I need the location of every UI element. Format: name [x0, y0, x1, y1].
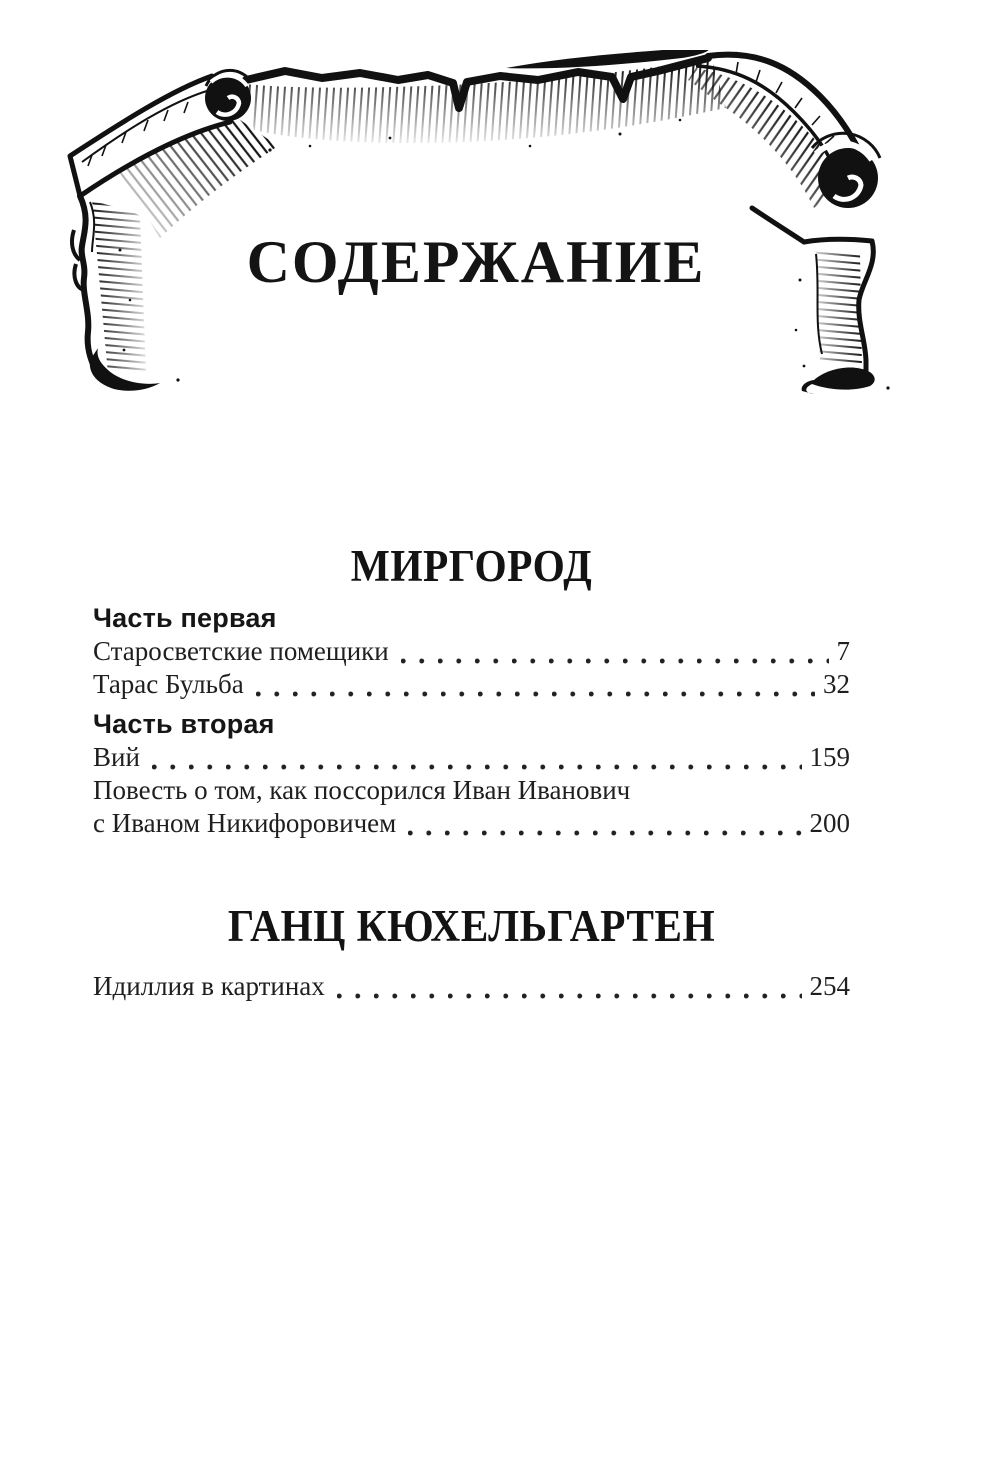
toc-entry-title: Старосветские помещики — [93, 636, 389, 666]
part-label-first: Часть первая — [93, 603, 277, 633]
toc-entry-title: Идиллия в картинах — [93, 971, 325, 1001]
toc-entry-page: 32 — [823, 669, 850, 699]
scroll-banner-illustration — [60, 50, 940, 402]
toc-entry-page: 254 — [809, 971, 850, 1001]
toc-entry-page: 7 — [836, 636, 850, 666]
toc-entry-title-line2: с Иваном Никифоровичем — [93, 808, 397, 838]
contents-title: СОДЕРЖАНИЕ — [246, 229, 706, 295]
toc-entry — [93, 741, 850, 774]
toc-entry-title: Вий — [93, 742, 140, 772]
toc-entry — [93, 970, 850, 1003]
toc-entry — [93, 635, 850, 668]
toc-entry-title: Тарас Бульба — [93, 669, 244, 699]
toc-entry-page: 200 — [809, 808, 850, 838]
toc-entry — [93, 668, 850, 701]
section-heading-mirgorod: МИРГОРОД — [350, 541, 593, 591]
dot-leader — [256, 691, 815, 697]
dot-leader — [401, 658, 829, 664]
dot-leader — [337, 993, 802, 999]
contents-banner — [60, 50, 940, 402]
right-foot — [802, 368, 875, 394]
dot-leader — [408, 830, 801, 836]
dot-leader — [152, 764, 802, 770]
part-label-second: Часть вторая — [93, 709, 275, 739]
toc-entry-title-line1: Повесть о том, как поссорился Иван Иванович — [93, 775, 631, 805]
toc-entry-page: 159 — [809, 742, 850, 772]
table-of-contents — [93, 540, 850, 1003]
section-heading-ganz-kuchelgarten: ГАНЦ КЮХЕЛЬГАРТЕН — [227, 901, 716, 951]
toc-entry — [93, 807, 850, 840]
